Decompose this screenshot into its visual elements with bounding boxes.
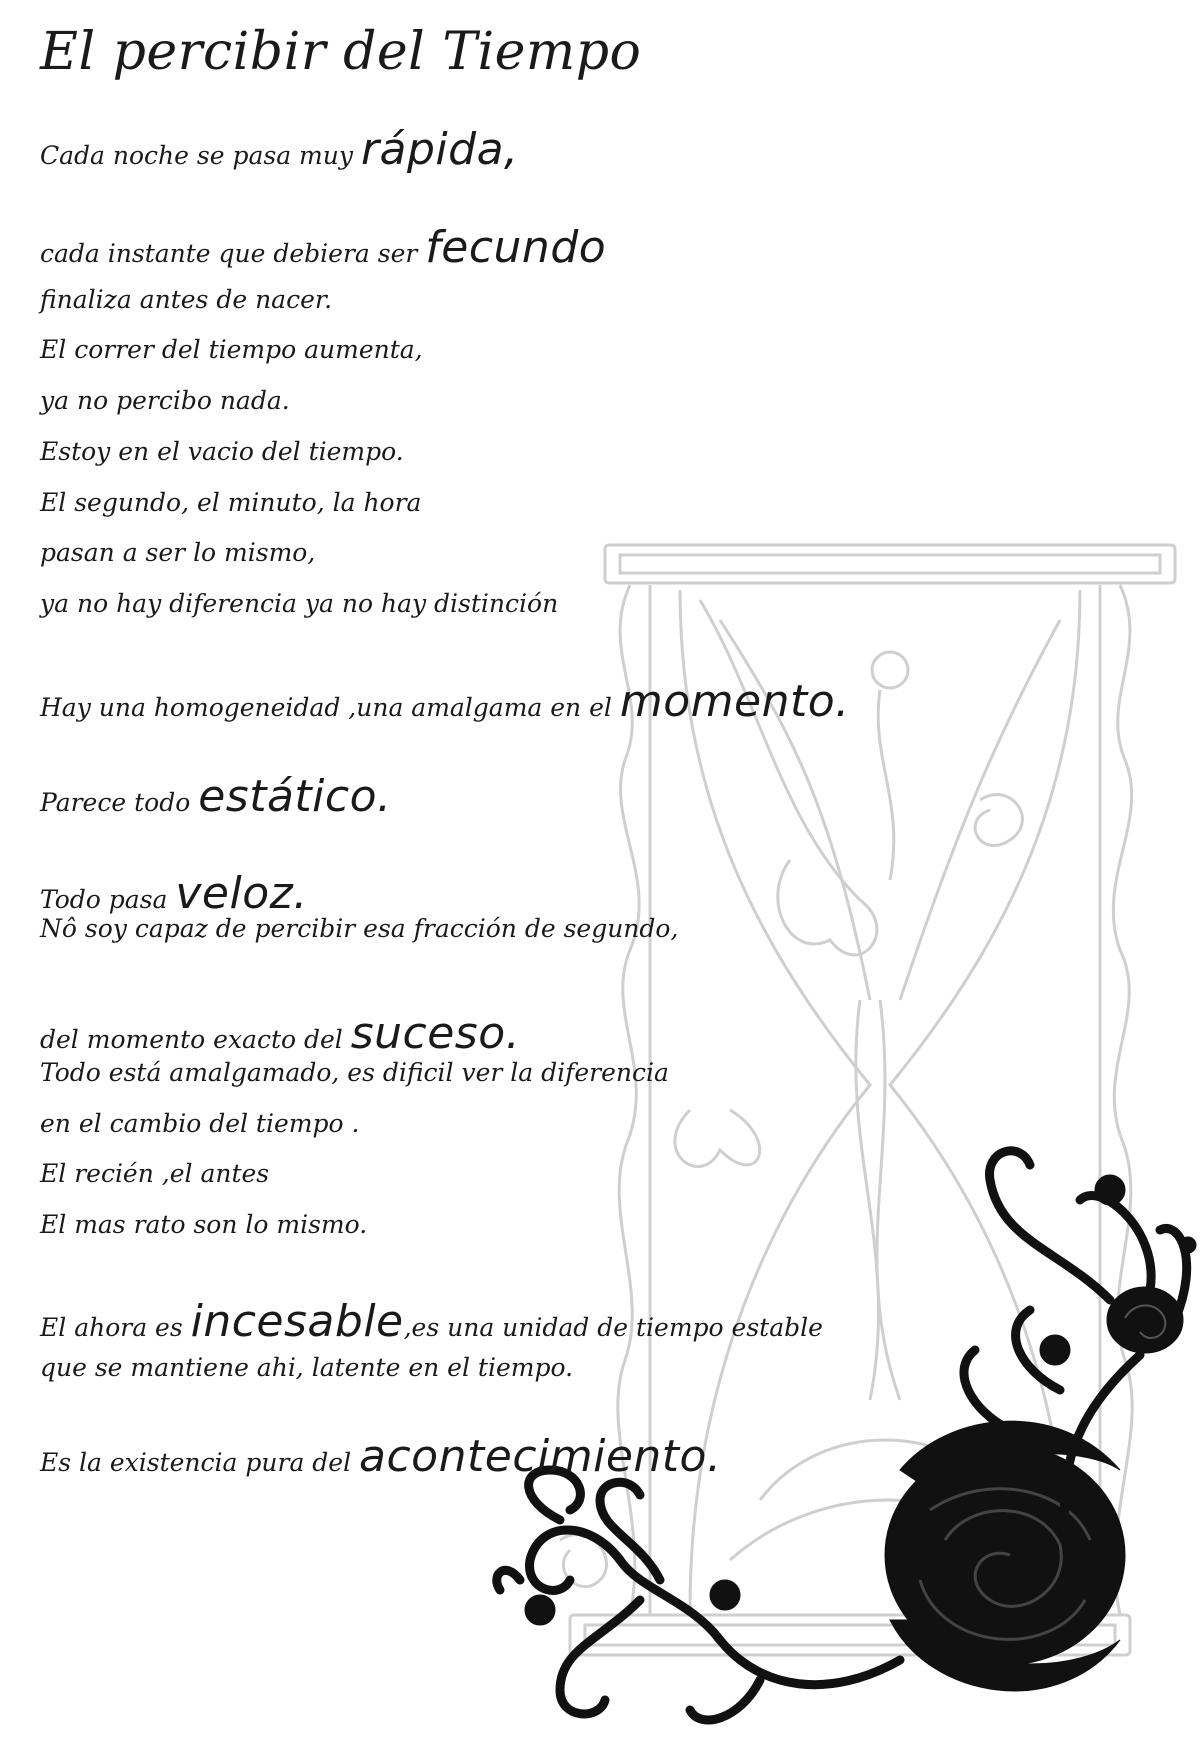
- line-text: del momento exacto del: [40, 1025, 351, 1054]
- poem-line-2: [40, 222, 607, 273]
- flower-bud: [1040, 1335, 1070, 1365]
- poem-line-16: en el cambio del tiempo .: [40, 1109, 360, 1138]
- poem-line-13: Nô soy capaz de percibir esa fracción de segundo,: [40, 914, 679, 943]
- poem-line-21: [40, 1431, 722, 1482]
- poem-line-20: que se mantiene ahi, latente en el tiempo.: [40, 1353, 574, 1382]
- line-text: Es la existencia pura del: [40, 1448, 360, 1477]
- poem-line-11: [40, 771, 392, 822]
- emphasized-word: estático.: [198, 771, 392, 822]
- large-rose: [885, 1421, 1125, 1691]
- poem-line-8: pasan a ser lo mismo,: [40, 538, 316, 567]
- line-text: Hay una homogeneidad ,una amalgama en el: [40, 693, 620, 722]
- poem-line-7: El segundo, el minuto, la hora: [40, 488, 422, 517]
- flower-bud: [525, 1595, 555, 1625]
- poem-line-15: Todo está amalgamado, es dificil ver la diferencia: [40, 1058, 669, 1087]
- poem-line-9: ya no hay diferencia ya no hay distinción: [40, 589, 559, 618]
- poem-line-3: finaliza antes de nacer.: [40, 285, 333, 314]
- line-text: cada instante que debiera ser: [40, 239, 426, 268]
- flower-bud: [1095, 1175, 1125, 1205]
- emphasized-word: acontecimiento.: [359, 1431, 722, 1482]
- poem-line-10: [40, 676, 850, 727]
- poem-title: El percibir del Tiempo: [40, 22, 642, 82]
- line-text-after: ,es una unidad de tiempo estable: [403, 1313, 823, 1342]
- poem-line-18: El mas rato son lo mismo.: [40, 1210, 368, 1239]
- emphasized-word: rápida,: [360, 124, 519, 175]
- flower-bud: [710, 1580, 740, 1610]
- emphasized-word: veloz.: [175, 868, 308, 919]
- line-text: Todo pasa: [40, 885, 176, 914]
- poem-line-17: El recién ,el antes: [40, 1159, 270, 1188]
- poem-line-4: El correr del tiempo aumenta,: [40, 335, 423, 364]
- poem-line-6: Estoy en el vacio del tiempo.: [40, 437, 404, 466]
- emphasized-word: fecundo: [425, 222, 607, 273]
- line-text: El ahora es: [40, 1313, 191, 1342]
- poem-line-1: [40, 124, 519, 175]
- poem-line-14: [40, 1008, 521, 1059]
- flower-bud: [1180, 1237, 1196, 1253]
- emphasized-word: momento.: [619, 676, 850, 727]
- line-text: Cada noche se pasa muy: [40, 141, 361, 170]
- emphasized-word: suceso.: [350, 1008, 521, 1059]
- poem-line-5: ya no percibo nada.: [40, 386, 290, 415]
- poem-line-19: [40, 1296, 823, 1347]
- emphasized-word: incesable: [190, 1296, 404, 1347]
- poem-line-12: [40, 868, 308, 919]
- line-text: Parece todo: [40, 788, 199, 817]
